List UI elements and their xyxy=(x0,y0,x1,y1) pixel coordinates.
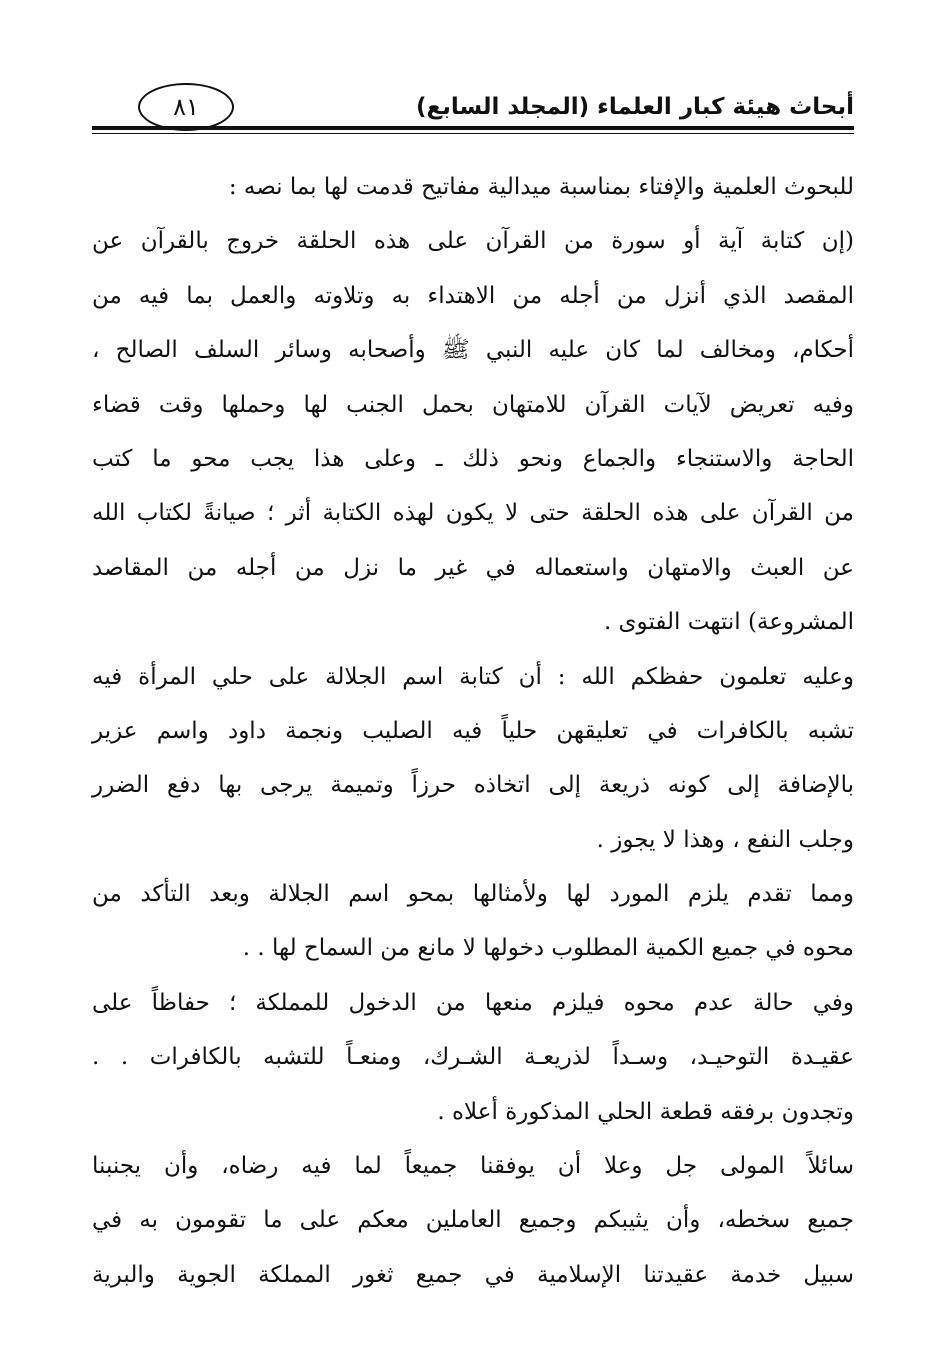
page-number: ٨١ xyxy=(173,93,199,121)
header-rule xyxy=(92,126,854,130)
text-line: أحكام، ومخالف لما كان عليه النبي ﷺ وأصحابه وسائر السلف الصالح ، xyxy=(92,337,854,364)
text-line: محوه في جميع الكمية المطلوب دخولها لا مانع من السماح لها . . xyxy=(242,935,854,962)
text-line: من القرآن على هذه الحلقة حتى لا يكون لهذه الكتابة أثر ؛ صيانةً لكتاب الله xyxy=(92,500,854,527)
text-line: بالإضافة إلى كونه ذريعة إلى اتخاذه حرزاً وتميمة يرجى بها دفع الضرر xyxy=(92,772,854,799)
text-line: وعليه تعلمون حفظكم الله : أن كتابة اسم الجلالة على حلي المرأة فيه xyxy=(92,663,854,690)
text-line: وفيه تعريض لآيات القرآن للامتهان بحمل الجنب لها وحملها وقت قضاء xyxy=(92,391,854,418)
text-line: سائلاً المولى جل وعلا أن يوفقنا جميعاً لما فيه رضاه، وأن يجنبنا xyxy=(92,1153,854,1180)
page-header xyxy=(92,78,854,138)
text-line: تشبه بالكافرات في تعليقهن حلياً فيه الصليب ونجمة داود واسم عزير xyxy=(92,717,854,744)
text-line: عن العبث والامتهان واستعماله في غير ما نزل من أجله من المقاصد xyxy=(92,554,854,581)
text-line: (إن كتابة آية أو سورة من القرآن على هذه الحلقة خروج بالقرآن عن xyxy=(92,228,854,255)
text-line: وتجدون برفقه قطعة الحلي المذكورة أعلاه . xyxy=(437,1098,854,1125)
text-line: ومما تقدم يلزم المورد لها ولأمثالها بمحو اسم الجلالة وبعد التأكد من xyxy=(92,881,854,908)
text-line: وفي حالة عدم محوه فيلزم منعها من الدخول للمملكة ؛ حفاظاً على xyxy=(92,989,854,1016)
text-line: للبحوث العلمية والإفتاء بمناسبة ميدالية مفاتيح قدمت لها بما نصه : xyxy=(228,174,854,200)
header-rule-thin xyxy=(92,133,854,134)
page-number-oval xyxy=(138,83,234,131)
text-line: المقصد الذي أنزل من أجله من الاهتداء به وتلاوته والعمل بما فيه من xyxy=(92,282,854,309)
text-line: الحاجة والاستنجاء والجماع ونحو ذلك ـ وعلى هذا يجب محو ما كتب xyxy=(92,445,854,472)
text-line: المشروعة) انتهت الفتوى . xyxy=(603,609,854,636)
text-line: جميع سخطه، وأن يثيبكم وجميع العاملين معكم على ما تقومون به في xyxy=(92,1207,854,1234)
text-line: سبيل خدمة عقيدتنا الإسلامية في جميع ثغور المملكة الجوية والبرية xyxy=(92,1261,854,1288)
text-line: عقيـدة التوحيـد، وسـداً لذريعـة الشـرك، ومنعـاً للتشبه بالكافرات . . xyxy=(92,1044,854,1071)
body-text xyxy=(92,160,854,1302)
text-line: وجلب النفع ، وهذا لا يجوز . xyxy=(596,826,854,853)
running-title: أبحاث هيئة كبار العلماء (المجلد السابع) xyxy=(415,94,854,120)
